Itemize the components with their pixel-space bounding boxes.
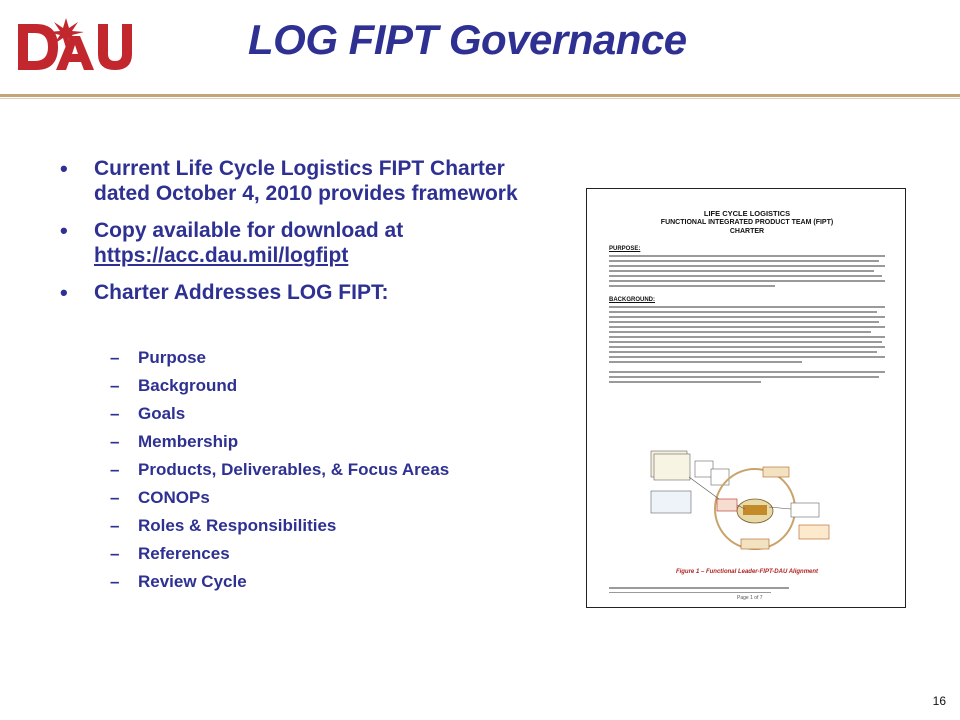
charter-heading: LIFE CYCLE LOGISTICS xyxy=(703,209,791,218)
list-item-label: Purpose xyxy=(138,348,207,367)
figure-caption: Figure 1 – Functional Leader-FIPT-DAU Alignment xyxy=(675,569,819,575)
charter-section-background: BACKGROUND: xyxy=(609,297,655,303)
list-item-label: Roles & Responsibilities xyxy=(138,516,337,535)
bullet-item xyxy=(56,156,556,206)
charter-label: CHARTER xyxy=(729,228,765,235)
bullet-item xyxy=(56,218,556,268)
list-item xyxy=(110,514,550,542)
bullet-text: Charter Addresses LOG FIPT: xyxy=(94,281,389,304)
dau-logo xyxy=(14,14,138,76)
list-item-label: Background xyxy=(138,376,238,395)
list-item xyxy=(110,374,550,402)
charter-section-purpose: PURPOSE: xyxy=(609,246,641,252)
bullet-dot: • xyxy=(60,156,68,181)
header-rule xyxy=(0,94,960,97)
list-item-label: Goals xyxy=(138,404,186,423)
bullet-dot: • xyxy=(60,280,68,305)
list-item-label: Membership xyxy=(138,432,239,451)
dash-marker: – xyxy=(110,348,120,367)
dash-marker: – xyxy=(110,488,120,507)
slide-number: 16 xyxy=(932,694,946,708)
list-item xyxy=(110,346,550,374)
bullet-dot: • xyxy=(60,218,68,243)
list-item xyxy=(110,430,550,458)
list-item xyxy=(110,402,550,430)
header-rule-thin xyxy=(0,98,960,99)
charter-topics-list xyxy=(110,346,550,598)
dash-marker: – xyxy=(110,572,120,591)
charter-text-block xyxy=(609,371,885,383)
dash-marker: – xyxy=(110,432,120,451)
list-item xyxy=(110,570,550,598)
charter-text-block xyxy=(609,306,885,363)
page-title: LOG FIPT Governance xyxy=(248,16,687,63)
list-item-label: References xyxy=(138,544,230,563)
list-item-label: Review Cycle xyxy=(138,572,247,591)
dash-marker: – xyxy=(110,460,120,479)
bullet-text: Copy available for download at xyxy=(94,219,404,242)
bullet-list xyxy=(56,156,556,317)
dash-marker: – xyxy=(110,404,120,423)
charter-text-block xyxy=(609,255,885,287)
dash-marker: – xyxy=(110,544,120,563)
charter-document-body xyxy=(609,209,885,386)
dash-marker: – xyxy=(110,376,120,395)
list-item xyxy=(110,542,550,570)
list-item-label: Products, Deliverables, & Focus Areas xyxy=(138,460,450,479)
charter-subheading: FUNCTIONAL INTEGRATED PRODUCT TEAM (FIPT) xyxy=(660,219,834,226)
list-item xyxy=(110,458,550,486)
bullet-text: Current Life Cycle Logistics FIPT Charter dated October 4, 2010 provides framework xyxy=(94,157,518,205)
alignment-figure xyxy=(649,447,849,567)
list-item xyxy=(110,486,550,514)
list-item-label: CONOPs xyxy=(138,488,210,507)
charter-document-image xyxy=(586,188,906,608)
logfipt-link[interactable]: https://acc.dau.mil/logfipt xyxy=(94,244,349,267)
dash-marker: – xyxy=(110,516,120,535)
charter-page-label: Page 1 of 7 xyxy=(737,595,763,601)
bullet-item xyxy=(56,280,556,305)
